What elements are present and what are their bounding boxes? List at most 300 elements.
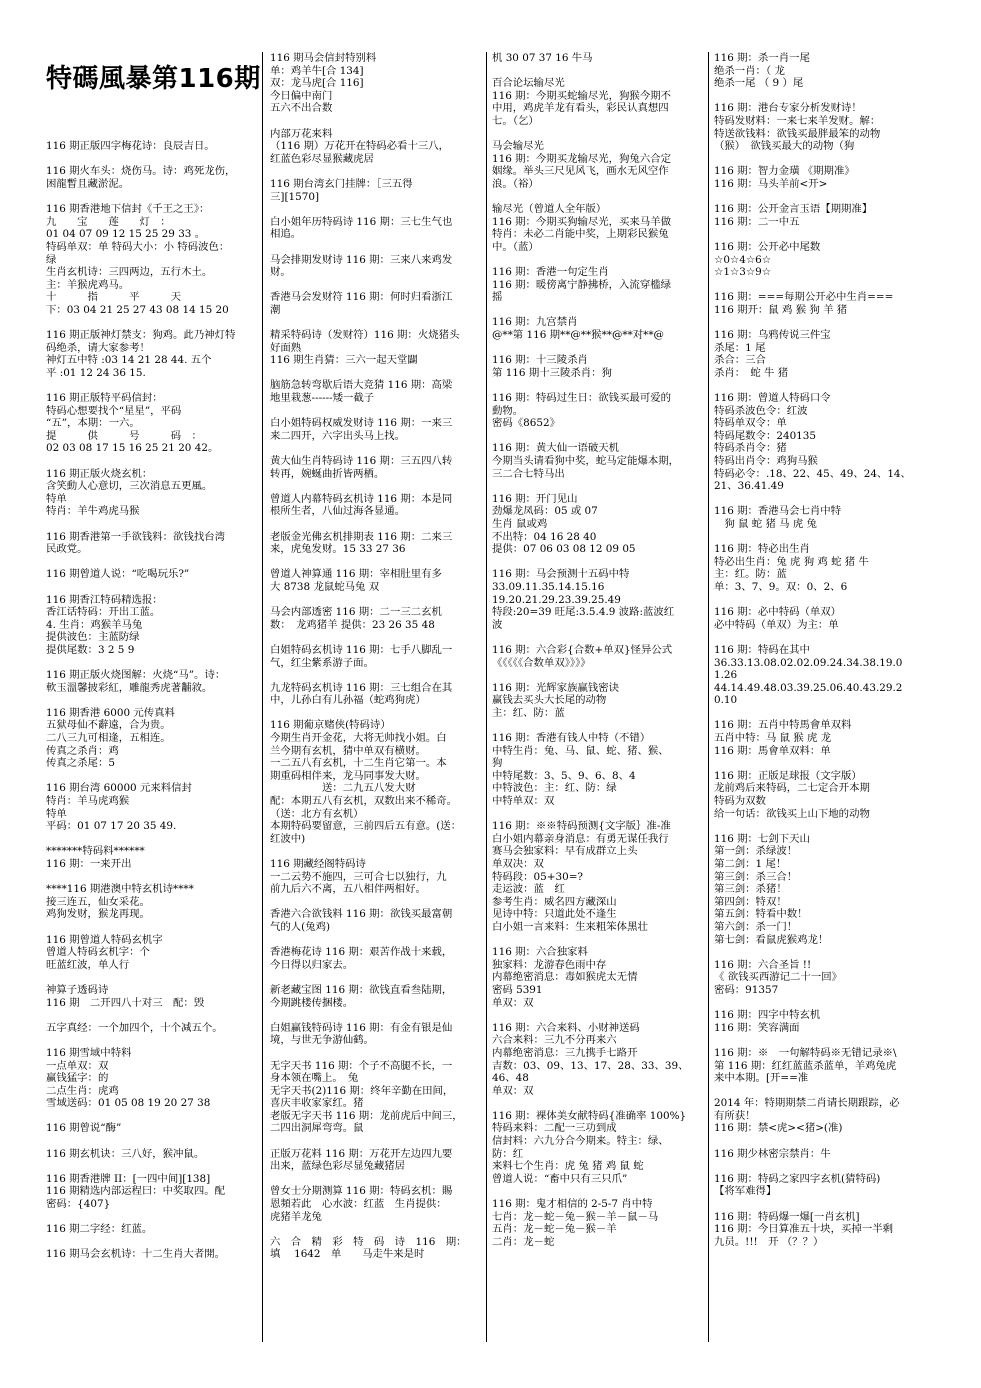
text-line: 白小姐一言来料：生来粗笨体黑壮 [492,920,648,933]
text-line: 116 期：裸体美女献特码{准确率 100%} [492,1109,687,1122]
text-line: 兰今期有玄机，猜中单双有横财。 [270,744,426,757]
text-line [714,594,936,607]
text-line: 一二五八有玄机，十二生肖它第一。本 [270,757,447,770]
text-line: 狗 [492,757,503,770]
text-line: 曾道人神算通 116 期：宰相肚里有多 [270,568,442,581]
text-line: 老版无字天书 116 期：龙前虎后中间三， [270,1109,463,1122]
text-line [270,367,484,380]
text-line [46,694,256,707]
text-line [46,102,256,115]
text-line: 116 期：公开必中尾数 [714,240,821,253]
text-line: 116 期：特必出生肖 [714,543,810,556]
text-line: 绝杀一尾 （ 9 ）尾 [714,77,804,90]
text-line: 116 期少林密宗禁肖：牛 [714,1147,831,1160]
text-line: 中，儿孙白有儿孙福（蛇鸡狗虎） [270,694,426,707]
text-line: 116 期：馬會单双料：单 [714,744,831,757]
text-line: 平码：01 07 17 20 35 49. [46,820,177,833]
text-line: 来，虎兔发财。15 33 27 36 [270,543,406,556]
text-line: 来中本期。[开==准 [714,1072,809,1085]
text-line: 红波中) [270,832,306,845]
text-line: 给一句话：欲钱买上山下地的动物 [714,807,870,820]
text-line: 特码尾数令：240135 [714,429,817,442]
text-line: 红蓝色彩尽显猴藏虎居 [270,152,374,165]
text-line: 今日偏中南门 [270,89,333,102]
column-1 [46,52,256,1384]
text-line: 脑筋急转弯歇后语大竞猜 116 期：高梁 [270,379,453,392]
text-line: 三][1570] [270,190,319,203]
text-line [270,971,484,984]
text-line: 116 期雪域中特料 [46,1046,132,1059]
text-line: 九员。!!! 开 （？？） [714,1235,824,1248]
text-line: 香港梅花诗 116 期：艰苦作战十来载， [270,946,453,959]
text-line: 116 期：必中特码（单双） [714,606,842,619]
text-line: 116 期：暖傍离宁静拂桥，入流穿槛绿 [492,278,671,291]
text-line: 動物。 [492,404,524,417]
text-line [714,1085,936,1098]
text-line: 鸡狗发财，猴龙再现。 [46,908,150,921]
text-line: 曾女士分期测算 116 期：特码玄机：賜 [270,1185,453,1198]
text-line: 4. 生肖：鸡猴羊马兔 [46,618,143,631]
text-line: 赛马会独家料：早有成群立上头 [492,845,638,858]
text-line: 六合来料：三九不分再来六 [492,1034,617,1047]
text-line: 有所获！ [714,1109,756,1122]
text-line [270,316,484,329]
text-line: 第七剑：看鼠虎猴鸡龙！ [714,933,829,946]
text-line [492,128,702,141]
text-line [492,480,702,493]
text-line: 百合论坛输尽光 [492,77,565,90]
text-line: 116 期香港第一手欲钱料：欲钱找台湾 [46,530,225,543]
text-line: 黄大仙生肖特码诗 116 期：三五四八转 [270,455,453,467]
text-line: 116 期香港地下信封《千王之王》： [46,203,210,216]
text-line: 见诗中特：只道此处不逢生 [492,908,617,921]
text-line: ****116 期港澳中特玄机诗**** [46,883,194,896]
text-line: 116 期葡京赌侠(特码诗） [270,719,391,732]
text-line: “五”，本期：一六。 [46,417,140,430]
text-line [492,191,702,204]
text-line: 36.33.13.08.02.02.09.24.34.38.19.0 [714,656,903,669]
text-line: 中特单双：双 [492,795,555,808]
text-line [492,1097,702,1110]
text-line: 波 [492,618,503,631]
text-line: 116 期精选内部运程曰：中奖取四。配 [46,1185,225,1198]
text-line: 生肖玄机诗：三四两边，五行木土。 [46,266,213,279]
text-line: 特码必令：.18、22、45、49、24、14、 [714,467,911,480]
text-line [714,1034,936,1047]
text-line: 特码杀肖令：猪 [714,442,787,455]
text-line: 第四剑：特双！ [714,895,787,908]
text-line: 二点生肖：虎鸡 [46,1084,119,1097]
text-line: 含笑動人心意切，三次消息五更風。 [46,480,213,493]
text-line: 《《《《《合数单双》》》》 [492,656,591,669]
text-line: 特肖：羊马虎鸡猴 [46,795,130,808]
text-line: 116 期：笑容满面 [714,1021,800,1034]
text-line: 财。 [270,266,291,279]
text-line: 龙前鸡后来特码，二七定合开本期 [714,782,870,795]
text-line: 116 期：特码过生日：欲钱买最可爱的 [492,392,671,405]
text-line: 116 期：七剑下天山 [714,832,810,845]
text-line: 116 期台湾 60000 元来料信封 [46,782,192,795]
text-line: 【将军难得】 [714,1185,777,1198]
text-line: 116 期：禁<虎><猪>(准) [714,1122,843,1135]
text-line: 传真之杀尾：5 [46,757,115,770]
text-line [270,518,484,531]
text-line: 主：羊猴虎鸡马。 [46,278,130,291]
text-line [270,1223,484,1236]
text-line: 116 期：公开金言玉语【期期准】 [714,203,873,216]
text-line [714,279,936,292]
text-line [46,833,256,846]
text-line: 绿 [46,253,57,266]
text-line: 神算子透码诗 [46,983,109,996]
text-line: 神灯五中特 :03 14 21 28 44. 五个 [46,354,212,367]
text-line: 116 期：二一中五 [714,215,800,228]
text-line: 主：红。防：蓝 [714,568,787,581]
text-line: 防：红 [492,1147,524,1160]
text-line: 116 期：※※特码预测{文字版｝准-准 [492,820,671,833]
text-line [714,707,936,720]
text-line: 转再，婉蜒曲折皆两栖。 [270,467,385,480]
text-line: 密码：91357 [714,983,779,996]
text-line [270,480,484,493]
text-line [46,1135,256,1148]
text-line: 姻缘。举头三尺见风飞，画水无风空作 [492,165,669,178]
text-line: 九龙特码玄机诗 116 期：三七组合在其 [270,681,453,694]
text-line: 绝杀一肖：（ 龙 [714,64,785,77]
text-line: 116 期曾说“酶” [46,1122,122,1135]
text-line: 正版万花料 116 期：万花开左边四九要 [270,1147,453,1160]
text-line: *******特码料****** [46,845,145,858]
text-line: 116 期：今期买蛇输尽光，狗猴今期不 [492,89,671,102]
text-line [270,1047,484,1060]
text-line: 1.26 [714,669,738,682]
text-line: 独家料：龙游春色雨中存 [492,958,607,971]
text-line [492,1009,702,1022]
text-line: 密码：{407} [46,1198,111,1211]
text-line: 平 :01 12 24 36 15. [46,366,146,379]
text-line: 116 期：六合圣旨 !! [714,958,812,971]
text-line [270,279,484,292]
text-line: 码绝杀，请大家参考！ [46,341,150,354]
text-line: 116 期：六合独家料 [492,946,588,959]
text-line: 喜庆丰收家家红。猪 [270,1097,364,1110]
text-line [46,518,256,531]
text-line: 116 期马会玄机诗：十二生肖大者開。 [46,1248,225,1261]
text-line: 44.14.49.48.03.39.25.06.40.43.29.2 [714,681,903,694]
text-line: 116 期正版神灯禁支：狗鸡。此乃神灯特 [46,329,236,342]
text-line: 116 期曾道人特码玄机字 [46,933,163,946]
text-line: 赢钱去买头大长尾的动物 [492,694,607,707]
text-line: 白小姐特码权威发财诗 116 期：一来三 [270,417,453,430]
text-line: 提 供 号 码 ： [46,429,202,442]
text-line [46,379,256,392]
text-line [46,971,256,984]
text-line: 116 期：乌鸦传说三件宝 [714,329,831,342]
text-line [46,657,256,670]
text-line: 曾道人特码玄机字：个 [46,946,150,959]
text-line: 白小姐年历特码诗 116 期：三七生气也 [270,215,453,228]
text-line [492,254,702,267]
text-line: 杀合：三合 [714,354,766,367]
text-line: 116 期正版火烧玄机： [46,467,153,480]
text-line: 劲爆龙凤码：05 或 07 [492,505,598,518]
text-line: 116 期：开门见山 [492,492,578,505]
text-line: 第 116 期十三陵杀肖：狗 [492,366,612,379]
text-line: 一二云势不施四，三可合七以独行，九 [270,870,447,883]
text-line [46,1160,256,1173]
text-line: 116 期：光辉家族赢钱密诀 [492,681,620,694]
text-line: 出来，蓝绿色彩尽显兔藏猪居 [270,1160,406,1173]
text-line: 单双：双 [492,1084,534,1097]
text-line: 气的人(兔鸡) [270,920,331,933]
text-line [270,934,484,947]
text-line: 杀尾：1 尾 [714,341,766,354]
text-line: （猴） 欲钱买最大的动物（狗 [714,140,855,153]
text-line: 困龍暫且藏淤泥。 [46,177,130,190]
text-line: 境，与世无争游仙鹤。 [270,1034,374,1047]
text-line: 二四出洞犀弯弯。鼠 [270,1122,364,1135]
text-line: 曾道人内幕特码玄机诗 116 期：本是同 [270,492,453,505]
text-line [270,405,484,418]
text-line: 2014 年：特期期禁二肖请长期跟踪，必 [714,1097,900,1110]
text-line: 白小姐内幕亲身消息：有勇无谋任我行 [492,832,669,845]
text-line [492,669,702,682]
text-line: （送：北方有玄机） [270,807,364,820]
text-line: 七。（乞） [492,114,539,127]
text-line: 116 期曾道人说：“吃喝玩乐?” [46,568,190,581]
text-line: 116 期正版特平码信封： [46,392,163,405]
text-line: 特码单双令：单 [714,417,787,430]
text-line: 输尽光（曾道人全年版） [492,203,607,216]
text-line: 116 期：曾道人特码口令 [714,392,831,405]
text-line: 曾道人说：“畜中只有三只爪” [492,1172,628,1185]
text-line: 提供：07 06 03 08 12 09 05 [492,543,636,556]
text-line: 下：03 04 21 25 27 43 08 14 15 20 [46,303,229,316]
text-line: 116 期：六合来料、小财神送码 [492,1021,640,1034]
text-line: 第一剑：杀绿波！ [714,845,798,858]
text-line: 第六剑：杀一门！ [714,920,798,933]
text-line: 116 期：===每期公开必中生肖=== [714,291,894,304]
text-line: 特码杀波色令：红波 [714,404,808,417]
text-line: 走运波：蓝 红 [492,883,565,896]
text-line [270,1173,484,1186]
column-3 [492,52,702,1384]
text-line [714,191,936,204]
text-line [46,191,256,204]
text-line: 二八三九可相逢，五相连。 [46,732,171,745]
text-line: 老版金光佛玄机排期表 116 期：二来三 [270,530,453,543]
text-line: 浪。（裕） [492,177,539,190]
text-line [492,304,702,317]
text-line: 116 期正版火烧图解：火烧“马”。诗： [46,669,226,682]
text-line [492,379,702,392]
text-line [46,77,256,90]
text-line: 特肖：未必二肖能中奖，上期彩民猴兔 [492,228,669,241]
text-line: 特送欲钱料：欲钱买最胖最笨的动物 [714,127,881,140]
text-line: 精采特码诗（发财符）116 期：火烧猪头 [270,329,460,342]
text-line: 配：本期五八有玄机，双数出来不稀奇。 [270,795,458,808]
text-line: 来料七个生肖：虎 兔 猪 鸡 鼠 蛇 [492,1160,644,1173]
text-line: 生肖 鼠或鸡 [492,517,548,530]
text-line: 01 04 07 09 12 15 25 29 33 。 [46,228,206,241]
text-line: 不出特：04 16 28 40 [492,530,597,543]
text-line [714,631,936,644]
text-line: 密码 5391 [492,983,543,996]
text-line [46,455,256,468]
text-line [714,531,936,544]
text-line [270,115,484,128]
text-line: 116 期：一来开出 [46,858,132,870]
text-line: 香港六合欲钱料 116 期：欲钱买最富朝 [270,908,453,921]
text-line: 九 宝 莲 灯 ： [46,215,171,228]
text-line: 身本领在嘴上。 兔 [270,1072,359,1085]
text-line: 116 期台湾玄门挂牌：［三五得 [270,177,413,190]
text-line: 116 期：今日算准五十块，买掉一半剩 [714,1223,893,1236]
text-line: 116 期：马会预测十五码中特 [492,568,630,581]
text-line: 116 期：今期买龙输尽光，狗兔六合定 [492,152,671,165]
text-line [270,896,484,909]
text-line: 116 期：香港有钱人中特（不错） [492,732,651,745]
text-line [714,757,936,770]
text-line: 五狱母仙不辭遠，合为贵。 [46,719,171,732]
text-line: 五六不出合数 [270,102,333,115]
text-line: 02 03 08 17 15 16 25 21 20 42。 [46,442,219,455]
text-line [46,770,256,783]
text-line: 中特尾数：3、5、9、6、8、4 [492,769,636,782]
text-line: 内幕绝密消息：毒如猴虎太无情 [492,971,638,984]
text-line: 地里栽葱------矮一截子 [270,392,375,405]
text-line: （116 期）万花开在特码必看十三八， [270,140,449,153]
text-line [46,65,256,78]
text-line: 116 期：黄大仙一语破天机 [492,442,620,455]
text-line: 中特生肖：兔、马、鼠、蛇、猪、猴、 [492,744,669,757]
text-line: 大 8738 龙鼠蛇马兔 双 [270,580,380,593]
text-line: 《 欲钱买西游记二十一回》 [714,971,842,984]
text-line [270,241,484,254]
text-line [492,556,702,569]
text-line [46,1110,256,1123]
text-line: 来二四开，六字出头马上找。 [270,429,406,442]
text-line [270,1135,484,1148]
text-line [270,442,484,455]
text-line: 五字真经：一个加四个，十个减五个。 [46,1021,223,1034]
text-line: 前九后六不离，五八相伴两相好。 [270,883,426,896]
text-line: 116 期：十三陵杀肖 [492,354,588,367]
text-line: 116 期香江特码精选报： [46,593,163,606]
text-line [492,934,702,947]
text-line: 中。（蓝） [492,240,539,253]
text-line: 雪域送码：01 05 08 19 20 27 38 [46,1097,211,1110]
text-line [270,631,484,644]
text-line: 民政党。 [46,543,88,556]
text-line: 特肖：羊牛鸡虎马猴 [46,505,140,518]
text-line: 旺蓝红波，单人行 [46,958,130,971]
text-line [46,1236,256,1249]
text-line: 33.09.11.35.14.15.16 [492,580,605,593]
text-line: 116 期：马头羊前<开> [714,177,828,190]
text-line: 六 合 精 彩 特 码 诗 116 期： [270,1235,467,1248]
text-line [492,808,702,821]
text-line [270,165,484,178]
text-line: 116 期：香港一句定生肖 [492,266,609,279]
text-line [270,669,484,682]
text-line: 杀肖： 蛇 牛 猪 [714,366,789,379]
text-line [46,52,256,65]
column-divider [262,52,263,1342]
text-line [46,871,256,884]
text-line: 赢钱猛字：的 [46,1072,109,1085]
text-line [714,820,936,833]
text-line [714,1160,936,1173]
text-line: 0.10 [714,694,738,707]
text-line: 116 期生肖猜：三六一起天堂闢 [270,354,418,367]
text-line: 116 期：※ 一句解特码※无错记录※\ [714,1046,897,1059]
text-line: 116 期 二开四八十对三 配：毁 [46,996,205,1009]
column-divider [708,52,709,1342]
text-line: 第 116 期：红红蓝蓝杀蓝单，羊鸡兔虎 [714,1059,897,1072]
text-line: 第三剑：杀三合！ [714,870,798,883]
text-line [46,90,256,103]
text-line: 中特波色：主：红、防：绿 [492,782,617,795]
text-line: 特码发财料：一来七来羊发财。解： [714,114,881,127]
text-line: 单：3、7、9。双：0、2、6 [714,580,848,593]
text-line: 恩頻若此 心水波：红蓝 生肖提供： [270,1198,447,1211]
text-line: 三二合七特马出 [492,467,565,480]
text-line: 白姐赢钱特码诗 116 期：有金有银是仙 [270,1021,453,1034]
text-line: 提供波色：主蓝防绿 [46,631,140,644]
text-line: 无字天书(2)116 期：终年辛勤在田间， [270,1084,454,1097]
text-line: 接三连五，仙女采花。 [46,895,150,908]
text-line: 116 期开：鼠 鸡 猴 狗 羊 猪 [714,303,848,316]
text-line [270,1009,484,1022]
text-line: 一点单双：双 [46,1059,109,1072]
text-line: 特码出肖令：鸡狗马猴 [714,455,818,467]
text-line: 116 期：特码爆一爆[一肖玄机] [714,1210,860,1223]
text-line: 今期跳楼传捆楼。 [270,996,354,1009]
text-line: 116 期马会信封特别料 [270,52,377,64]
text-line [270,203,484,216]
text-line [46,1034,256,1047]
text-line: 116 期：特码在其中 [714,643,810,656]
text-line: 信封料：六九分合今期来。特主：绿、 [492,1135,669,1148]
text-line: 19.20.21.29.23.39.25.49 [492,593,621,606]
text-line: 特码为双数 [714,795,766,808]
text-line: 马会内部透密 116 期：二一三二玄机 [270,606,442,619]
text-line: 特码来料：二配一三功到成 [492,1122,617,1135]
text-line: 特码段：05+30=? [492,870,583,883]
text-line: 数： 龙鸡猪羊 提供：23 26 35 48 [270,618,435,631]
text-line: 香江话特码：开出工蓝。 [46,606,161,619]
text-line: 116 期：四字中特玄机 [714,1009,821,1022]
text-line [46,128,256,141]
text-line: 狗 鼠 蛇 猪 马 虎 兔 [714,517,817,530]
text-line: 五肖中特：马 鼠 猴 虎 龙 [714,732,832,745]
text-line: 吉数：03、09、13、17、28、33、39、 [492,1059,689,1072]
text-line [46,921,256,934]
column-divider [486,52,487,1342]
text-line: 特码单双：单 特码大小：小 特码波色： [46,240,230,253]
text-line: 双：龙马虎[合 116] [270,77,364,90]
text-line: 116 期正版四字梅花诗：良辰吉日。 [46,140,215,153]
text-line: 潮 [270,303,281,316]
text-line: 116 期玄机诀：三八好，猴冲鼠。 [46,1147,205,1160]
text-line [270,845,484,858]
text-line [46,316,256,329]
text-line: 116 期香港牌 II：[一四中间][138] [46,1172,211,1185]
text-line [492,430,702,443]
text-line: 第二剑：1 尾！ [714,858,787,870]
text-line [46,556,256,569]
